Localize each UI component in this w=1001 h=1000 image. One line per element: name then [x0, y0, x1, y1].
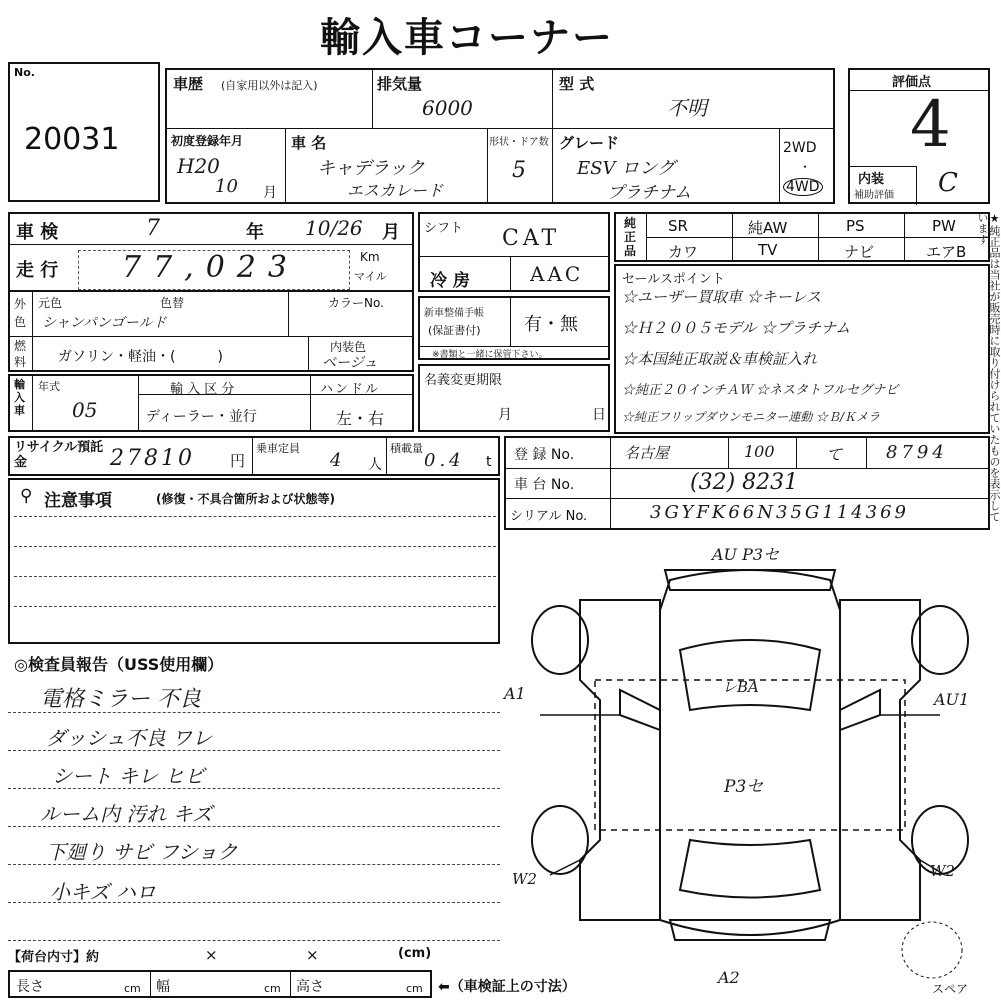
load-unit: t	[486, 454, 492, 470]
recycle-value: 27810	[110, 446, 195, 471]
drive-4wd: 4WD	[783, 178, 823, 196]
diagram-mark-right: AU1	[934, 690, 970, 709]
serial-value: 3GYFK66N35G114369	[650, 502, 909, 523]
displacement-value: 6000	[422, 96, 473, 120]
capacity-value: 4	[330, 450, 342, 471]
car-name-label: 車 名	[291, 134, 327, 152]
cargo-x2: ×	[306, 946, 319, 964]
equip-leather: カワ	[668, 243, 699, 261]
cargo-label: 【荷台内寸】約	[8, 950, 100, 965]
registration-label: 登 録 No.	[514, 447, 575, 463]
sales-label: セールスポイント	[622, 272, 725, 287]
equip-navi: ナビ	[844, 243, 875, 261]
sales-line-4: ☆純正２０インチＡＷ ☆ネスタトフルセグナビ	[622, 383, 899, 398]
fuel-label: 燃料	[14, 339, 27, 369]
registration-box	[504, 436, 990, 530]
inspection-box	[8, 212, 414, 292]
equipment-label: 純正品	[624, 216, 637, 258]
manual-label: 新車整備手帳	[424, 308, 484, 319]
cargo-note: ⬅（車検証上の寸法）	[438, 979, 576, 995]
load-value: 0.4	[424, 450, 465, 471]
equip-sr: SR	[668, 217, 688, 235]
shift-label: シフト	[424, 221, 464, 236]
inspector-line-3: シート キレ ヒビ	[52, 764, 205, 788]
mileage-km: Km	[360, 250, 380, 264]
cargo-dims-box	[8, 970, 432, 998]
name-change-month: 月	[498, 407, 512, 423]
ac-label: 冷 房	[430, 271, 470, 291]
import-kind-label: 輸 入 区 分	[170, 382, 235, 397]
color-orig: 元色	[38, 296, 63, 310]
vehicle-info-box	[165, 68, 835, 204]
diagram-mark-top: AU P3セ	[712, 545, 780, 564]
page-title: 輸入車コーナー	[320, 15, 614, 61]
cargo-height-unit: cm	[406, 982, 423, 995]
inspection-year-unit: 年	[246, 222, 264, 243]
first-reg-era: H20	[177, 154, 220, 178]
capacity-unit: 人	[368, 457, 382, 473]
recycle-unit: 円	[230, 452, 246, 470]
chassis-value: (32) 8231	[690, 470, 799, 495]
equipment-box	[614, 212, 990, 262]
registration-region: 名古屋	[624, 444, 670, 462]
model-label: 型 式	[559, 75, 595, 93]
import-handle: 左・右	[336, 409, 385, 428]
diagram-mark-roof: P3セ	[724, 777, 764, 797]
registration-number: 8794	[886, 442, 948, 463]
capacity-label: 乗車定員	[256, 442, 300, 455]
manual-value: 有・無	[524, 314, 578, 335]
ac-value: AAC	[530, 262, 584, 286]
name-change-label: 名義変更期限	[424, 373, 503, 388]
cargo-height-label: 高さ	[296, 979, 324, 995]
cargo-width-label: 幅	[156, 979, 170, 995]
color-fuel-box	[8, 290, 414, 372]
drive-2wd: 2WD	[783, 140, 817, 156]
import-label: 輸入車	[14, 378, 25, 417]
import-box	[8, 374, 414, 432]
color-change: 色替	[160, 296, 185, 310]
color-label: 外色	[14, 297, 27, 329]
color-value: シャンパンゴールド	[42, 315, 167, 331]
notes-sub: (修復・不具合箇所および状態等)	[156, 492, 335, 506]
color-code-label: カラーNo.	[328, 296, 384, 310]
manual-note: ※書類と一緒に保管下さい。	[432, 350, 548, 360]
manual-sub: (保証書付)	[428, 324, 481, 337]
side-note: ★純正品は当社が販売時に取り付けられていたものを表示しています	[976, 212, 1001, 522]
sales-line-1: ☆ユーザー買取車 ☆キーレス	[622, 288, 822, 306]
inspection-date: 10/26	[305, 216, 363, 240]
score-label: 評価点	[892, 75, 932, 90]
cargo-width-unit: cm	[264, 982, 281, 995]
drive-dot: ・	[799, 160, 812, 174]
notes-label: 注意事項	[44, 491, 112, 511]
cargo-length-unit: cm	[124, 982, 141, 995]
inspector-line-4: ルーム内 汚れ キズ	[40, 802, 213, 826]
sales-line-5: ☆純正フリップダウンモニター連動 ☆Ｂ/Ｋメラ	[622, 410, 881, 424]
interior-label: 内装	[858, 172, 885, 187]
recycle-box	[8, 436, 500, 476]
grade-label: グレード	[559, 134, 620, 152]
inspection-label: 車 検	[16, 222, 59, 243]
diagram-mark-bottom: A2	[718, 968, 740, 987]
inspector-line-1: 電格ミラー 不良	[40, 687, 201, 712]
diagram-mark-right-rear: W2	[930, 862, 955, 880]
mileage-value: 77,023	[122, 250, 299, 285]
cargo-x1: ×	[205, 946, 218, 964]
doors-label: 形状・ドア数	[489, 137, 549, 148]
name-change-box	[418, 364, 610, 432]
fuel-value: ガソリン・軽油・( )	[58, 349, 223, 365]
diagram-mark-left-rear: W2	[512, 870, 537, 888]
spare-label: スペア	[932, 982, 969, 996]
interior-sub: 補助評価	[854, 190, 894, 201]
car-name-line2: エスカレード	[347, 181, 444, 200]
import-kind: ディーラー・並行	[146, 409, 257, 425]
interior-color-label: 内装色	[330, 340, 367, 354]
registration-kana: て	[826, 445, 843, 464]
mileage-mile: マイル	[354, 270, 387, 283]
import-year-label: 年式	[38, 380, 60, 393]
score-value: 4	[910, 88, 951, 162]
notes-icon: ⚲	[20, 486, 33, 506]
sales-line-2: ☆Ｈ２００５モデル ☆プラチナム	[622, 319, 851, 337]
notes-box	[8, 478, 500, 644]
manual-box	[418, 296, 610, 360]
equip-airbag: エアB	[926, 243, 967, 261]
cargo-cm: (cm)	[398, 946, 432, 961]
serial-label: シリアル No.	[510, 509, 588, 524]
first-reg-month: 10	[215, 176, 238, 197]
sales-line-3: ☆本国純正取説＆車検証入れ	[622, 350, 818, 368]
inspection-year: 7	[146, 216, 160, 241]
shift-box	[418, 212, 610, 292]
import-handle-label: ハンドル	[320, 382, 381, 397]
history-label: 車歴	[173, 75, 204, 93]
diagram-mark-windshield: レBA	[722, 678, 759, 696]
interior-color-value: ベージュ	[322, 355, 378, 371]
diagram-mark-left: A1	[504, 684, 526, 703]
inspector-line-6: 小キズ ハロ	[50, 880, 156, 904]
lot-box	[8, 62, 160, 202]
equip-aw: 純AW	[748, 219, 788, 237]
equip-ps: PS	[846, 217, 865, 235]
first-reg-label: 初度登録年月	[171, 134, 244, 148]
mileage-label: 走 行	[16, 260, 59, 281]
history-note: (自家用以外は記入)	[221, 79, 318, 92]
equip-tv: TV	[758, 241, 778, 259]
chassis-label: 車 台 No.	[514, 477, 575, 493]
first-reg-month-unit: 月	[263, 185, 277, 201]
doors-value: 5	[512, 158, 526, 183]
lot-number: 20031	[24, 122, 120, 157]
grade-line2: プラチナム	[607, 183, 692, 203]
lot-label: No.	[14, 66, 35, 79]
shift-value: CAT	[502, 226, 561, 251]
equip-pw: PW	[932, 217, 956, 235]
inspector-line-2: ダッシュ不良 ワレ	[46, 726, 212, 750]
inspector-label: ◎検査員報告（USS使用欄）	[14, 655, 224, 674]
inspector-line-5: 下廻り サビ フショク	[46, 840, 238, 864]
recycle-label: リサイクル預託金	[14, 440, 104, 470]
registration-class: 100	[744, 442, 775, 461]
score-box	[848, 68, 990, 204]
name-change-day: 日	[592, 407, 606, 423]
car-diagram	[500, 540, 990, 960]
displacement-label: 排気量	[377, 75, 423, 93]
sales-box	[614, 264, 990, 434]
load-label: 積載量	[390, 442, 423, 455]
car-name-line1: キャデラック	[317, 158, 425, 179]
interior-value: C	[938, 168, 958, 198]
model-value: 不明	[667, 96, 707, 120]
import-year: 05	[72, 398, 98, 422]
grade-line1: ESV ロング	[577, 158, 675, 179]
cargo-length-label: 長さ	[16, 979, 44, 995]
inspection-month-unit: 月	[382, 222, 400, 243]
